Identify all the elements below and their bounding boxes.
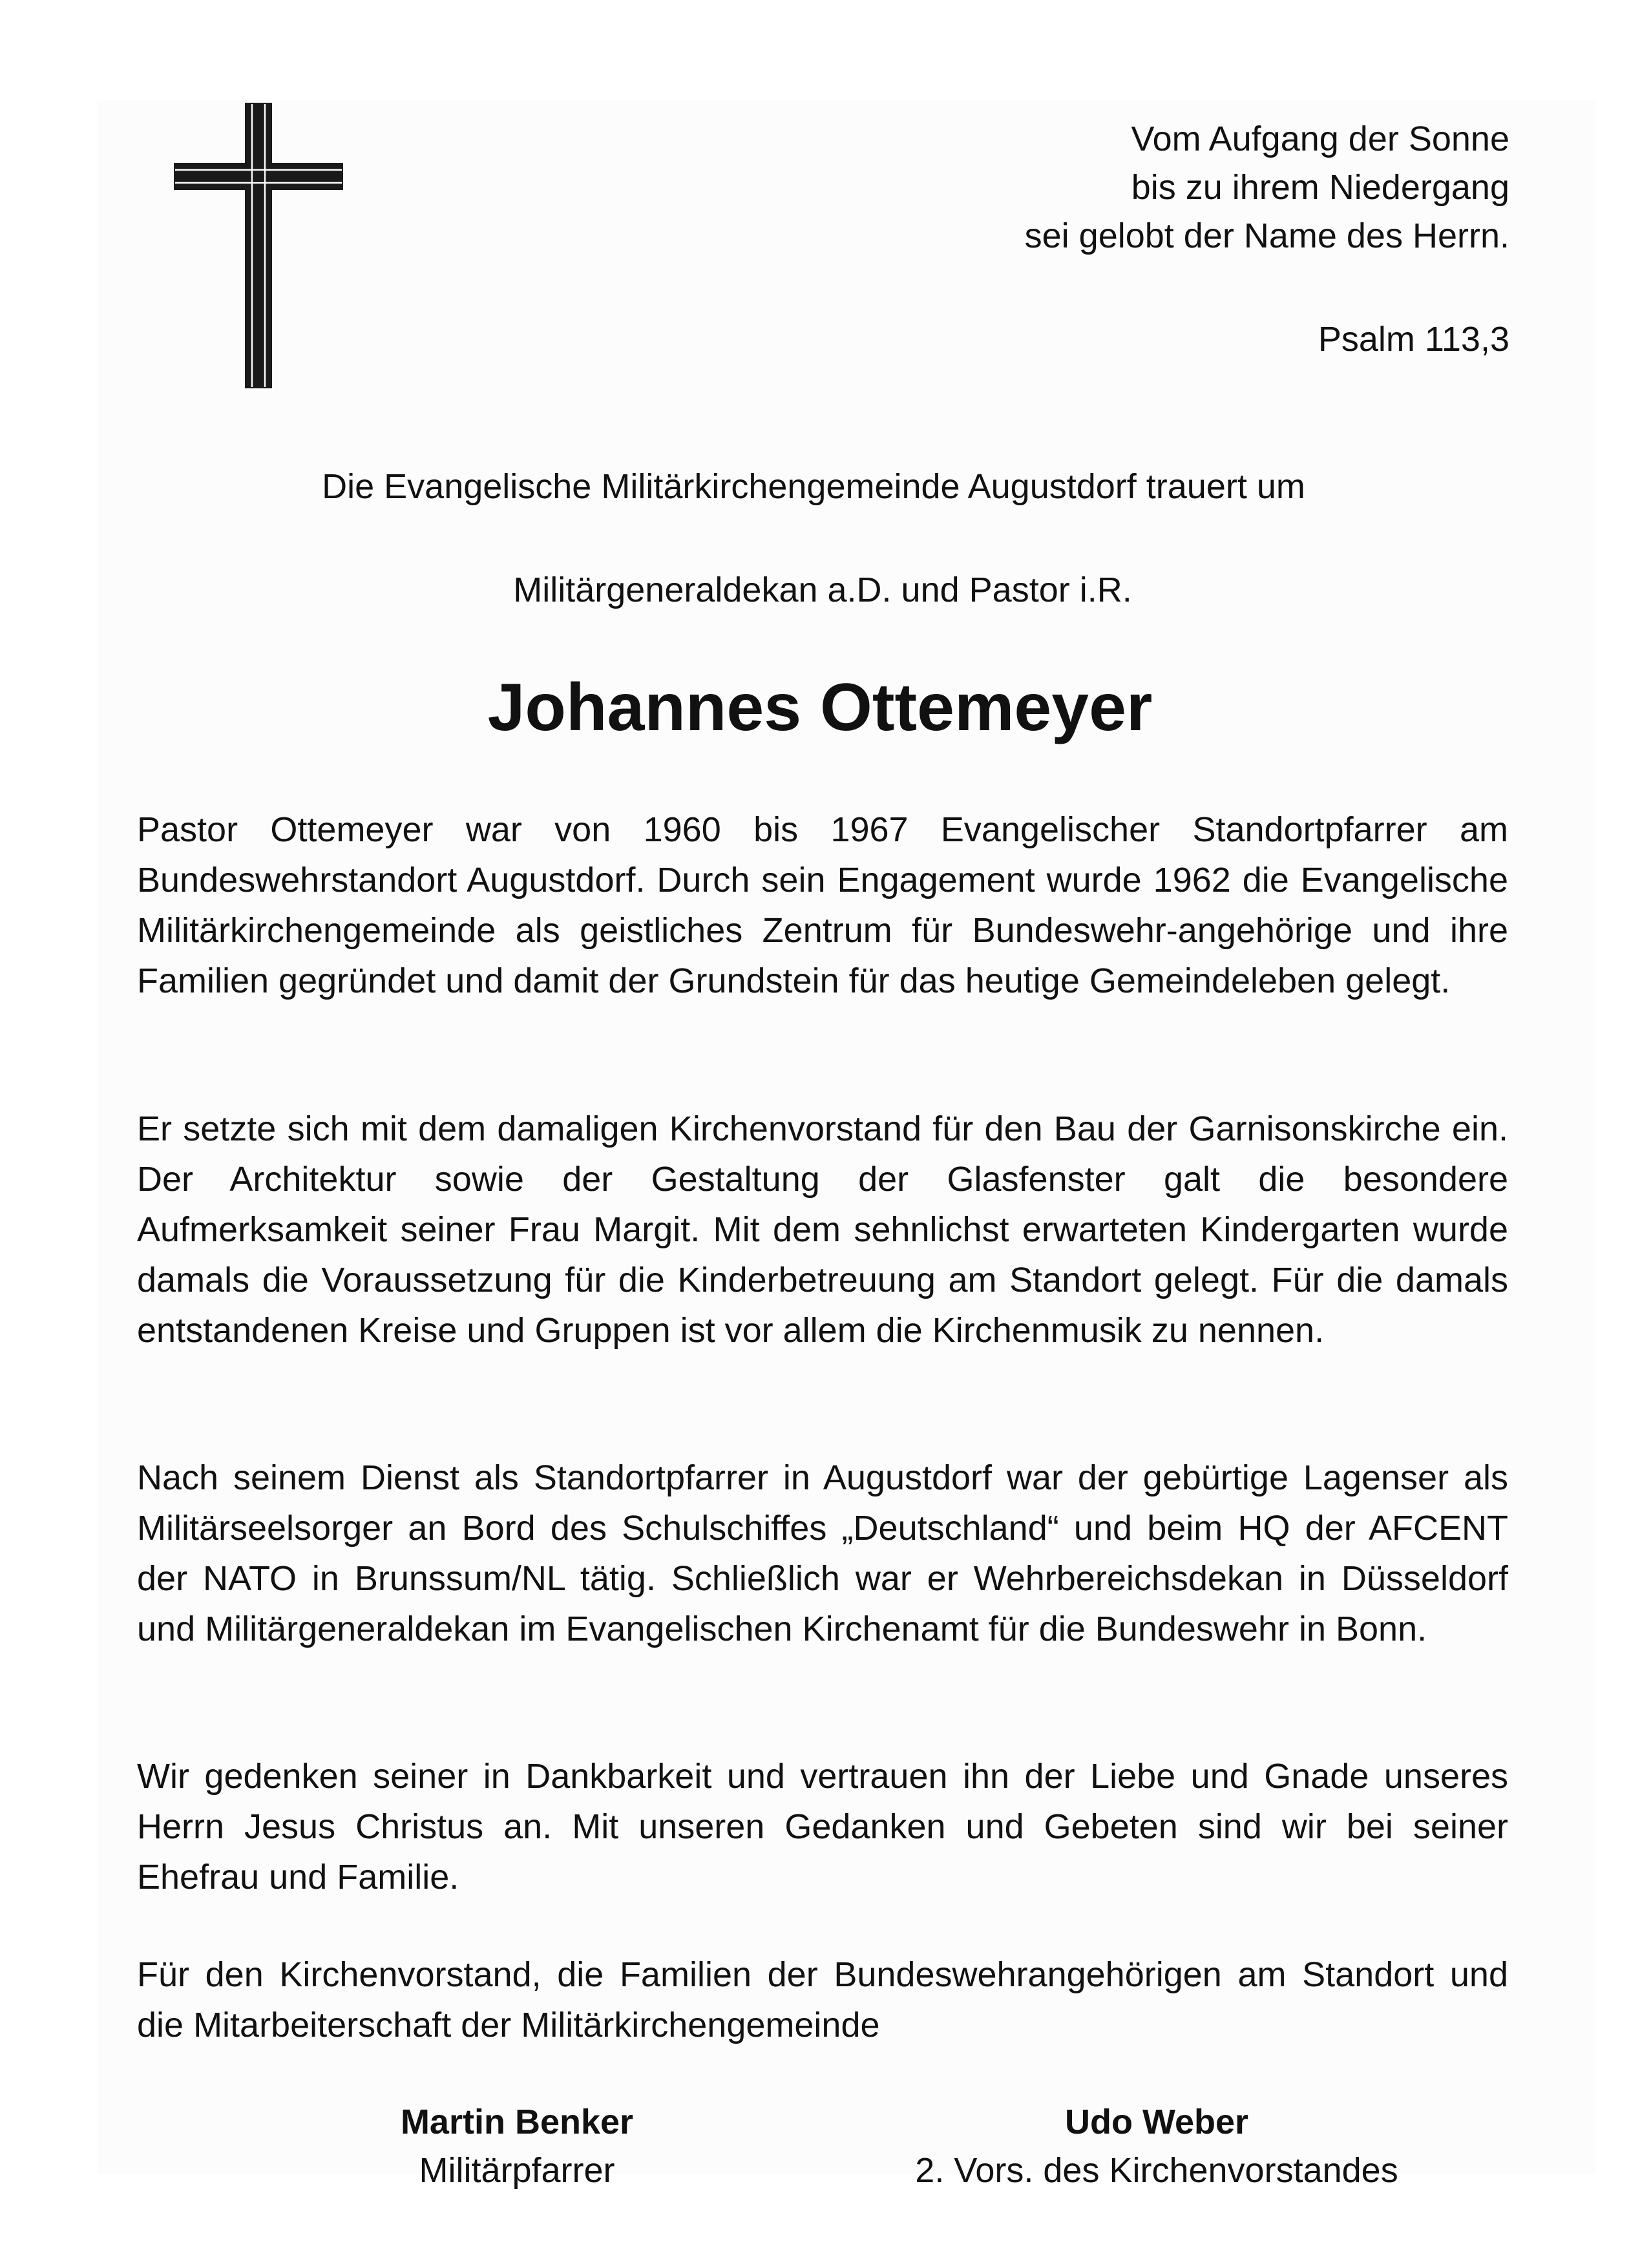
paragraph-biography: Pastor Ottemeyer war von 1960 bis 1967 Evangelischer Standortpfarrer am Bundeswehrstandort Augustdorf. Durch sein Engagement wurde 1962 die Evangelische Militärkirchengemeinde als geistliches Zentrum für Bundeswehr-angehörige und ihre Familien gegründet und damit der Grundstein für das heutige Gemeindeleben gelegt. (137, 810, 1508, 1000)
paragraph-church-building: Er setzte sich mit dem damaligen Kirchenvorstand für den Bau der Garnisonskirche ein. Der Architektur sowie der Gestaltung der Glasfenster galt die besondere Aufmerksamkeit seiner Frau Margit. Mit dem sehnlichst erwarteten Kindergarten wurde damals die Voraussetzung für die Kinderbetreuung am Standort gelegt. Für die damals entstandenen Kreise und Gruppen ist vor allem die Kirchenmusik zu nennen. (137, 1109, 1508, 1350)
signatory-name: Martin Benker (400, 2103, 634, 2141)
deceased-rank: Militärgeneraldekan a.D. und Pastor i.R. (513, 571, 1132, 609)
verse-line: bis zu ihrem Niedergang (1131, 168, 1509, 207)
paragraph-remembrance: Wir gedenken seiner in Dankbarkeit und vertrauen ihn der Liebe und Gnade unseres Herrn Jesus Christus an. Mit unseren Gedanken und Gebeten sind wir bei seiner Ehefrau und Familie. (137, 1757, 1508, 1896)
announcement-intro: Die Evangelische Militärkirchengemeinde Augustdorf trauert um (322, 467, 1305, 506)
paragraph-on-behalf-of: Für den Kirchenvorstand, die Familien der Bundeswehrangehörigen am Standort und die Mitarbeiterschaft der Militärkirchengemeinde (137, 1955, 1508, 2044)
christian-cross-icon (171, 100, 346, 391)
deceased-name: Johannes Ottemeyer (487, 670, 1153, 745)
signature-block (323, 2098, 711, 2195)
verse-reference: Psalm 113,3 (1318, 320, 1509, 359)
verse-line: Vom Aufgang der Sonne (1131, 120, 1509, 158)
signatory-role: Militärpfarrer (419, 2151, 615, 2190)
signatory-name: Udo Weber (1064, 2103, 1249, 2141)
paragraph-career: Nach seinem Dienst als Standortpfarrer in Augustdorf war der gebürtige Lagenser als Militärseelsorger an Bord des Schulschiffes „Deutschland“ und beim HQ der AFCENT der NATO in Brunssum/NL tätig. Schließlich war er Wehrbereichsdekan in Düsseldorf und Militärgeneraldekan im Evangelischen Kirchenamt für die Bundeswehr in Bonn. (137, 1458, 1508, 1648)
bible-verse (734, 115, 1509, 260)
signature-block (834, 2098, 1480, 2195)
verse-line: sei gelobt der Name des Herrn. (1024, 216, 1509, 255)
signatory-role: 2. Vors. des Kirchenvorstandes (915, 2151, 1398, 2190)
